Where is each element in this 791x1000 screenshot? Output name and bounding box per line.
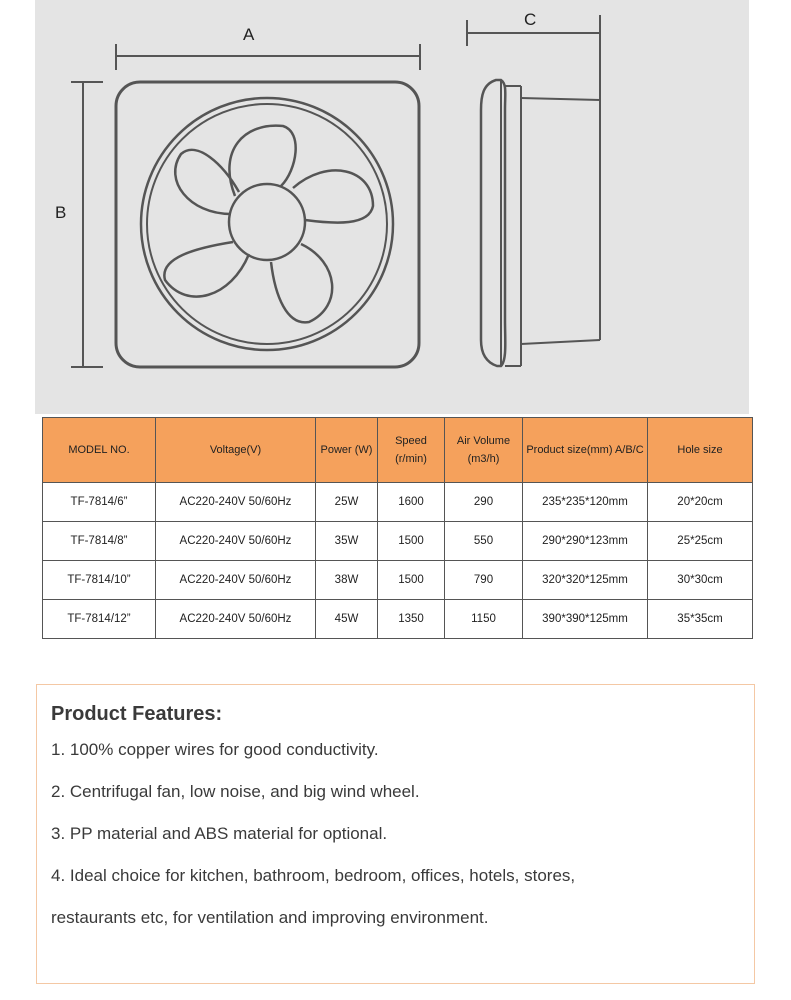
cell-speed: 1500 <box>378 561 445 600</box>
header-model: MODEL NO. <box>43 418 156 483</box>
cell-model: TF-7814/12” <box>43 600 156 639</box>
dimension-b-label: B <box>55 203 67 222</box>
cell-model: TF-7814/8” <box>43 522 156 561</box>
fan-hub <box>229 184 305 260</box>
table-row <box>43 561 753 600</box>
table-header-row <box>43 418 753 483</box>
cell-model: TF-7814/6” <box>43 483 156 522</box>
feature-item: 1. 100% copper wires for good conductivity. <box>51 740 379 759</box>
cell-hole-size: 20*20cm <box>648 483 753 522</box>
cell-product-size: 320*320*125mm <box>523 561 648 600</box>
cell-power: 25W <box>316 483 378 522</box>
feature-item: 2. Centrifugal fan, low noise, and big wind wheel. <box>51 782 420 801</box>
cell-power: 35W <box>316 522 378 561</box>
cell-air-volume: 550 <box>445 522 523 561</box>
header-speed: Speed (r/min) <box>378 418 445 483</box>
header-product-size: Product size(mm) A/B/C <box>523 418 648 483</box>
feature-item: 3. PP material and ABS material for optional. <box>51 824 388 843</box>
cell-voltage: AC220-240V 50/60Hz <box>156 561 316 600</box>
table-row <box>43 600 753 639</box>
dimension-a-label: A <box>243 25 255 44</box>
fan-dimension-diagram <box>35 0 749 414</box>
header-air-volume: Air Volume (m3/h) <box>445 418 523 483</box>
feature-item: 4. Ideal choice for kitchen, bathroom, bedroom, offices, hotels, stores, <box>51 866 576 885</box>
fan-outer-ring <box>141 98 393 350</box>
header-power: Power (W) <box>316 418 378 483</box>
fan-frame <box>116 82 419 367</box>
cell-hole-size: 25*25cm <box>648 522 753 561</box>
features-title: Product Features: <box>51 703 223 725</box>
cell-power: 45W <box>316 600 378 639</box>
cell-model: TF-7814/10” <box>43 561 156 600</box>
cell-product-size: 290*290*123mm <box>523 522 648 561</box>
side-body-bottom <box>521 340 600 344</box>
table-row <box>43 522 753 561</box>
cell-hole-size: 30*30cm <box>648 561 753 600</box>
cell-air-volume: 790 <box>445 561 523 600</box>
feature-item: restaurants etc, for ventilation and improving environment. <box>51 908 489 927</box>
cell-voltage: AC220-240V 50/60Hz <box>156 600 316 639</box>
cell-speed: 1600 <box>378 483 445 522</box>
product-features-box <box>36 684 755 984</box>
cell-product-size: 390*390*125mm <box>523 600 648 639</box>
dimension-c-label: C <box>524 10 537 29</box>
cell-speed: 1500 <box>378 522 445 561</box>
fan-drawing <box>35 0 749 414</box>
table-row <box>43 483 753 522</box>
header-hole-size: Hole size <box>648 418 753 483</box>
cell-power: 38W <box>316 561 378 600</box>
spec-table <box>42 417 753 639</box>
cell-product-size: 235*235*120mm <box>523 483 648 522</box>
fan-inner-ring <box>147 104 387 344</box>
fan-blades <box>164 126 373 323</box>
cell-air-volume: 1150 <box>445 600 523 639</box>
header-voltage: Voltage(V) <box>156 418 316 483</box>
cell-voltage: AC220-240V 50/60Hz <box>156 483 316 522</box>
cell-speed: 1350 <box>378 600 445 639</box>
cell-voltage: AC220-240V 50/60Hz <box>156 522 316 561</box>
cell-air-volume: 290 <box>445 483 523 522</box>
side-body-top <box>521 98 600 100</box>
cell-hole-size: 35*35cm <box>648 600 753 639</box>
